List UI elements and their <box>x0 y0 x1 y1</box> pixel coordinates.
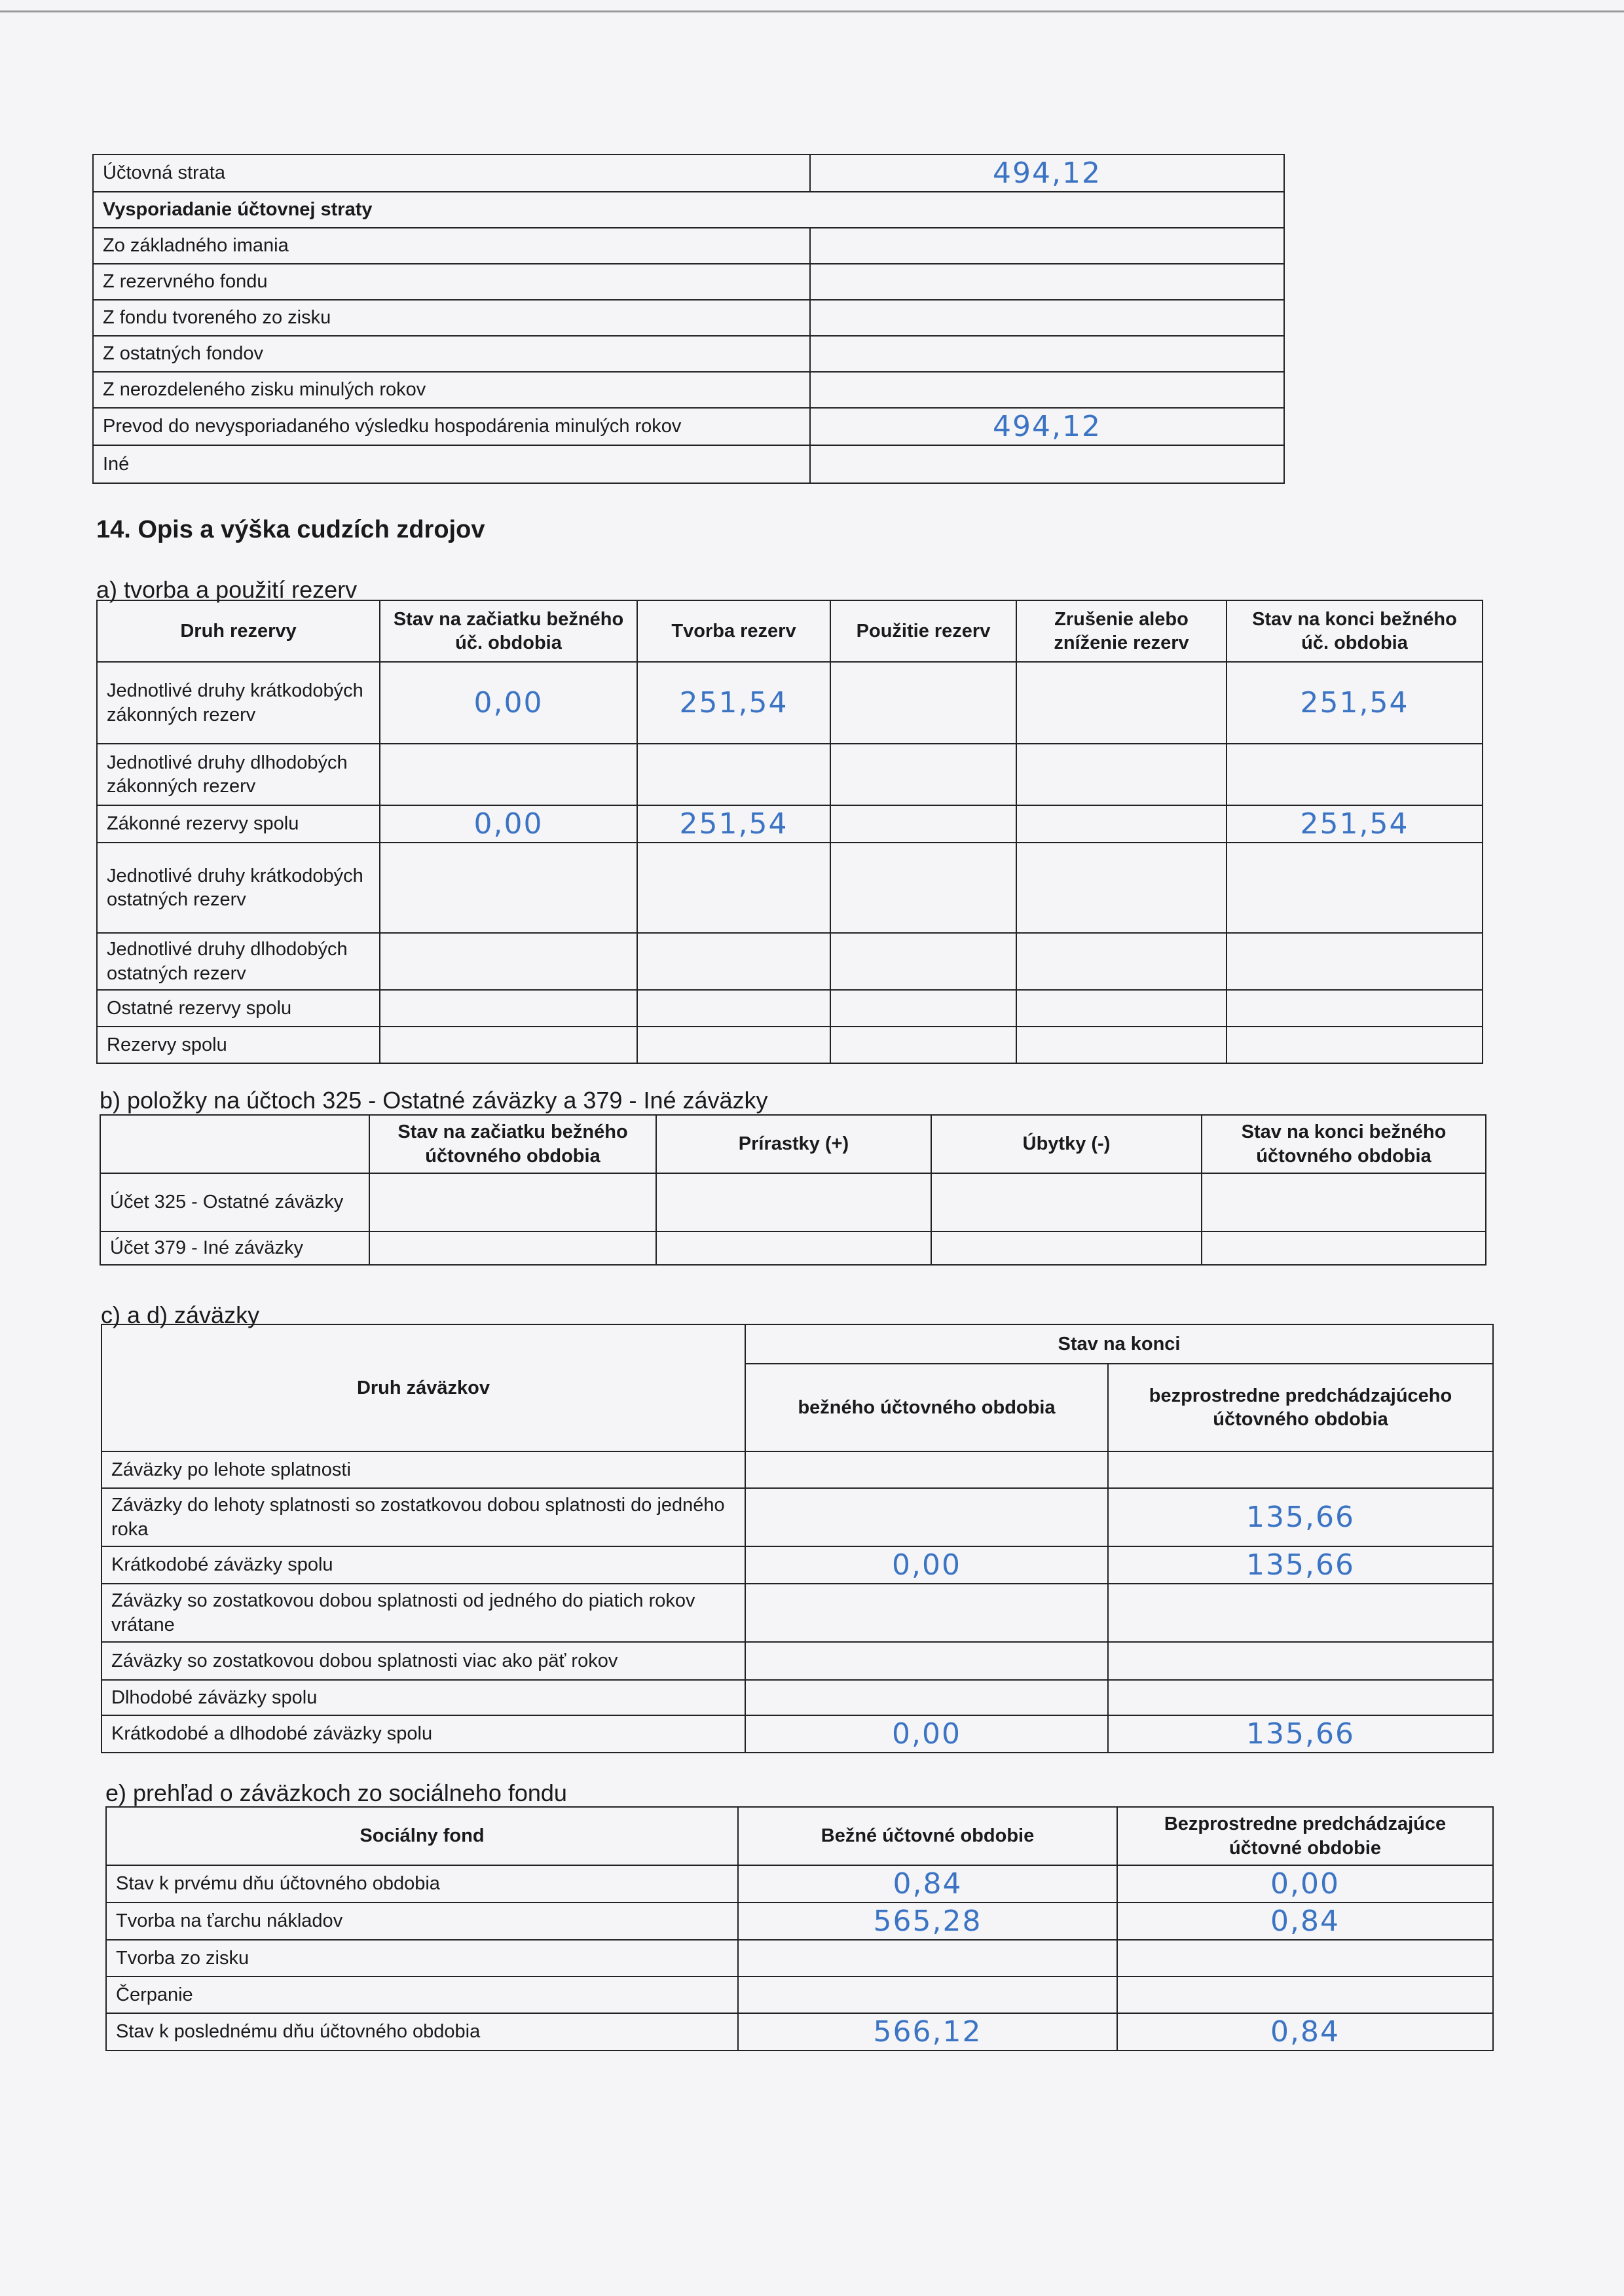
liabilities-caption: c) a d) záväzky <box>101 1302 260 1328</box>
table-row <box>97 1027 1483 1063</box>
row-label: Záväzky do lehoty splatnosti so zostatkovou dobou splatnosti do jedného roka <box>101 1488 745 1546</box>
value-cell <box>745 1680 1108 1715</box>
value-cell <box>1227 990 1483 1027</box>
value-cell <box>1016 990 1227 1027</box>
row-label: Stav k prvému dňu účtovného obdobia <box>106 1865 738 1903</box>
handwritten-value: 251,54 <box>637 805 830 843</box>
value-cell <box>810 445 1284 483</box>
value-cell <box>1016 843 1227 933</box>
accounts-table <box>100 1114 1486 1266</box>
row-label: Jednotlivé druhy dlhodobých zákonných rezerv <box>97 744 380 805</box>
reserves-table <box>96 600 1483 1064</box>
table-row <box>97 990 1483 1027</box>
value-cell <box>745 1642 1108 1680</box>
column-header: Sociálny fond <box>106 1807 738 1865</box>
value-cell <box>1227 744 1483 805</box>
table-row <box>106 1903 1493 1940</box>
value-cell <box>380 744 637 805</box>
table-row <box>93 445 1284 483</box>
value-cell <box>369 1173 656 1231</box>
handwritten-value: 251,54 <box>1227 662 1483 744</box>
row-label: Záväzky po lehote splatnosti <box>101 1451 745 1488</box>
table-row <box>106 1940 1493 1977</box>
value-cell <box>637 1027 830 1063</box>
table-row <box>97 933 1483 990</box>
value-cell <box>830 933 1016 990</box>
column-header: Stav na začiatku bežného úč. obdobia <box>380 600 637 662</box>
value-cell <box>637 933 830 990</box>
handwritten-value: 0,84 <box>738 1865 1117 1903</box>
value-cell <box>745 1584 1108 1642</box>
table-row <box>101 1715 1493 1753</box>
column-header: Tvorba rezerv <box>637 600 830 662</box>
row-label: Zákonné rezervy spolu <box>97 805 380 843</box>
row-label: Iné <box>93 445 810 483</box>
value-cell <box>1227 843 1483 933</box>
handwritten-value: 135,66 <box>1108 1546 1493 1584</box>
value-cell <box>1016 1027 1227 1063</box>
value-cell <box>830 662 1016 744</box>
table-row <box>101 1642 1493 1680</box>
handwritten-value: 494,12 <box>810 408 1284 445</box>
row-label: Z fondu tvoreného zo zisku <box>93 300 810 336</box>
value-cell <box>1202 1231 1486 1265</box>
table-row <box>93 264 1284 300</box>
table-row <box>101 1546 1493 1584</box>
value-cell <box>369 1231 656 1265</box>
value-cell <box>1108 1680 1493 1715</box>
row-label: Jednotlivé druhy dlhodobých ostatných rezerv <box>97 933 380 990</box>
handwritten-value: 566,12 <box>738 2013 1117 2050</box>
row-label: Tvorba na ťarchu nákladov <box>106 1903 738 1940</box>
scan-edge-line <box>0 10 1624 12</box>
table-row <box>97 843 1483 933</box>
value-cell <box>810 264 1284 300</box>
value-cell <box>1016 805 1227 843</box>
row-label: Jednotlivé druhy krátkodobých ostatných rezerv <box>97 843 380 933</box>
row-label: Dlhodobé záväzky spolu <box>101 1680 745 1715</box>
value-cell <box>637 990 830 1027</box>
row-heading: Vysporiadanie účtovnej straty <box>93 192 1284 228</box>
handwritten-value: 0,00 <box>1117 1865 1493 1903</box>
value-cell <box>830 744 1016 805</box>
column-header <box>100 1115 369 1173</box>
header-row <box>106 1807 1493 1865</box>
handwritten-value: 494,12 <box>810 155 1284 192</box>
handwritten-value: 135,66 <box>1108 1715 1493 1753</box>
column-header: bezprostredne predchádzajúceho účtovného obdobia <box>1108 1364 1493 1451</box>
handwritten-value: 135,66 <box>1108 1488 1493 1546</box>
value-cell <box>1108 1451 1493 1488</box>
value-cell <box>1016 933 1227 990</box>
value-cell <box>745 1488 1108 1546</box>
accounts-caption: b) položky na účtoch 325 - Ostatné záväzky a 379 - Iné záväzky <box>100 1087 768 1114</box>
column-header: Stav na konci bežného úč. obdobia <box>1227 600 1483 662</box>
row-label: Čerpanie <box>106 1977 738 2013</box>
header-row <box>101 1324 1493 1364</box>
section-heading: 14. Opis a výška cudzích zdrojov <box>96 516 485 543</box>
value-cell <box>810 336 1284 372</box>
table-row <box>97 744 1483 805</box>
handwritten-value: 0,84 <box>1117 1903 1493 1940</box>
handwritten-value: 251,54 <box>1227 805 1483 843</box>
row-label: Účtovná strata <box>93 155 810 192</box>
row-label: Jednotlivé druhy krátkodobých zákonných rezerv <box>97 662 380 744</box>
table-row <box>93 155 1284 192</box>
row-label: Z rezervného fondu <box>93 264 810 300</box>
value-cell <box>380 843 637 933</box>
value-cell <box>1227 1027 1483 1063</box>
table-row <box>93 192 1284 228</box>
column-header: Stav na začiatku bežného účtovného obdobia <box>369 1115 656 1173</box>
table-row <box>106 1865 1493 1903</box>
value-cell <box>810 372 1284 408</box>
value-cell <box>830 1027 1016 1063</box>
column-header: Stav na konci bežného účtovného obdobia <box>1202 1115 1486 1173</box>
row-label: Tvorba zo zisku <box>106 1940 738 1977</box>
table-row <box>101 1488 1493 1546</box>
table-row <box>93 336 1284 372</box>
value-cell <box>745 1451 1108 1488</box>
value-cell <box>810 300 1284 336</box>
column-header: Bežné účtovné obdobie <box>738 1807 1117 1865</box>
liabilities-table <box>101 1324 1494 1753</box>
social-fund-table <box>105 1806 1494 2051</box>
row-label: Z ostatných fondov <box>93 336 810 372</box>
table-row <box>106 2013 1493 2050</box>
column-header: Použitie rezerv <box>830 600 1016 662</box>
value-cell <box>738 1940 1117 1977</box>
value-cell <box>637 843 830 933</box>
loss-settlement-table <box>92 154 1285 484</box>
row-label: Prevod do nevysporiadaného výsledku hospodárenia minulých rokov <box>93 408 810 445</box>
row-label: Záväzky so zostatkovou dobou splatnosti od jedného do piatich rokov vrátane <box>101 1584 745 1642</box>
row-label: Účet 379 - Iné záväzky <box>100 1231 369 1265</box>
table-row <box>101 1451 1493 1488</box>
value-cell <box>637 744 830 805</box>
value-cell <box>830 805 1016 843</box>
row-label: Krátkodobé a dlhodobé záväzky spolu <box>101 1715 745 1753</box>
column-header: Druh rezervy <box>97 600 380 662</box>
column-header: Druh záväzkov <box>101 1324 745 1451</box>
value-cell <box>1117 1940 1493 1977</box>
header-row <box>97 600 1483 662</box>
column-header: bežného účtovného obdobia <box>745 1364 1108 1451</box>
handwritten-value: 0,00 <box>745 1546 1108 1584</box>
table-row <box>93 408 1284 445</box>
value-cell <box>380 1027 637 1063</box>
value-cell <box>830 843 1016 933</box>
handwritten-value: 251,54 <box>637 662 830 744</box>
handwritten-value: 0,00 <box>380 805 637 843</box>
table-row <box>100 1231 1486 1265</box>
value-cell <box>1108 1642 1493 1680</box>
table-row <box>93 372 1284 408</box>
value-cell <box>830 990 1016 1027</box>
row-label: Zo základného imania <box>93 228 810 264</box>
value-cell <box>1227 933 1483 990</box>
table-row <box>97 805 1483 843</box>
reserves-caption: a) tvorba a použití rezerv <box>96 576 358 603</box>
row-label: Účet 325 - Ostatné záväzky <box>100 1173 369 1231</box>
value-cell <box>1108 1584 1493 1642</box>
social-fund-caption: e) prehľad o záväzkoch zo sociálneho fondu <box>105 1779 567 1806</box>
row-label: Stav k poslednému dňu účtovného obdobia <box>106 2013 738 2050</box>
column-header: Úbytky (-) <box>931 1115 1202 1173</box>
table-row <box>100 1173 1486 1231</box>
row-label: Ostatné rezervy spolu <box>97 990 380 1027</box>
handwritten-value: 0,00 <box>380 662 637 744</box>
row-label: Záväzky so zostatkovou dobou splatnosti viac ako päť rokov <box>101 1642 745 1680</box>
value-cell <box>931 1173 1202 1231</box>
value-cell <box>738 1977 1117 2013</box>
value-cell <box>810 228 1284 264</box>
column-header: Bezprostredne predchádzajúce účtovné obdobie <box>1117 1807 1493 1865</box>
table-row <box>93 300 1284 336</box>
value-cell <box>380 990 637 1027</box>
column-header: Zrušenie alebo zníženie rezerv <box>1016 600 1227 662</box>
value-cell <box>931 1231 1202 1265</box>
row-label: Z nerozdeleného zisku minulých rokov <box>93 372 810 408</box>
value-cell <box>656 1173 931 1231</box>
table-row <box>101 1584 1493 1642</box>
header-row <box>100 1115 1486 1173</box>
row-label: Krátkodobé záväzky spolu <box>101 1546 745 1584</box>
value-cell <box>656 1231 931 1265</box>
value-cell <box>380 933 637 990</box>
value-cell <box>1016 662 1227 744</box>
row-label: Rezervy spolu <box>97 1027 380 1063</box>
handwritten-value: 565,28 <box>738 1903 1117 1940</box>
column-group-header: Stav na konci <box>745 1324 1493 1364</box>
column-header: Prírastky (+) <box>656 1115 931 1173</box>
table-row <box>93 228 1284 264</box>
table-row <box>97 662 1483 744</box>
value-cell <box>1016 744 1227 805</box>
table-row <box>101 1680 1493 1715</box>
handwritten-value: 0,00 <box>745 1715 1108 1753</box>
value-cell <box>1202 1173 1486 1231</box>
table-row <box>106 1977 1493 2013</box>
value-cell <box>1117 1977 1493 2013</box>
handwritten-value: 0,84 <box>1117 2013 1493 2050</box>
